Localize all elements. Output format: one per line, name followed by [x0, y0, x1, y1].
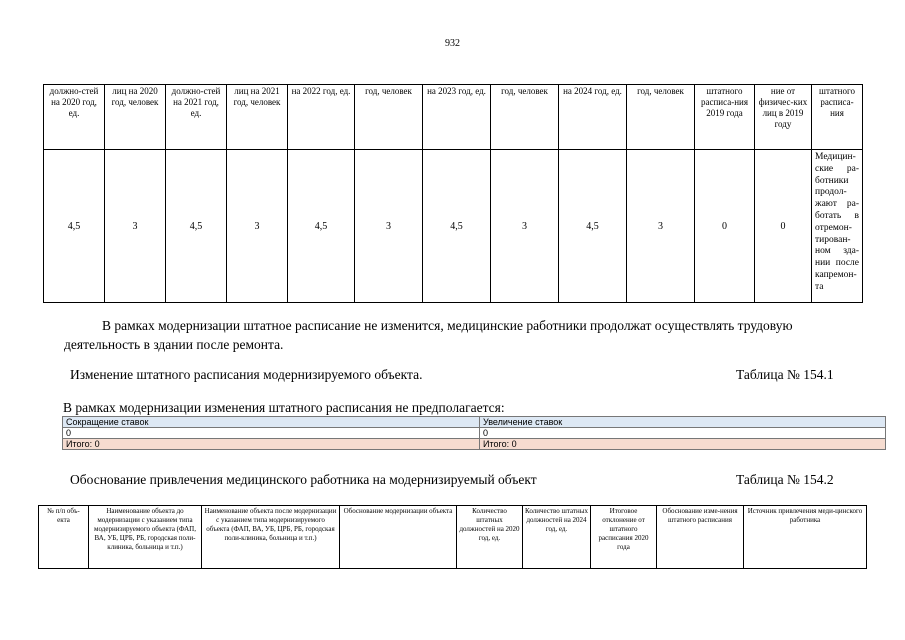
value-cell: 4,5: [423, 150, 491, 303]
header-cell: год, человек: [627, 85, 695, 150]
header-cell: Обоснование модернизации объекта: [340, 506, 457, 569]
table-header-row: [44, 85, 863, 150]
header-cell: лиц на 2021 год, человек: [227, 85, 288, 150]
section-title-recruitment: Обоснование привлечения медицинского работника на модернизируемый объект: [70, 472, 537, 487]
header-cell-increase: Увеличение ставок: [480, 417, 886, 428]
page-number: 932: [445, 38, 460, 49]
header-cell: Обоснование изме-нения штатного расписания: [657, 506, 744, 569]
table-header-row: [63, 417, 886, 428]
body-paragraph: В рамках модернизации штатное расписание не изменится, медицинские работники продолжат осуществлять трудовую деятельность в здании после ремонта.: [64, 318, 793, 352]
value-cell: 4,5: [559, 150, 627, 303]
value-cell: 0: [480, 428, 886, 439]
section-subtitle: В рамках модернизации изменения штатного расписания не предполагается:: [63, 400, 505, 415]
value-cell: 3: [491, 150, 559, 303]
header-cell: ние от физичес-ких лиц в 2019 году: [755, 85, 812, 150]
value-cell: 3: [627, 150, 695, 303]
header-cell: Наименование объекта после модернизации с указанием типа модернизируемого объекта (ФАП, ВА, УБ, ЦРБ, РБ, городская поли-клиника, больница и т.п.): [202, 506, 340, 569]
total-cell: Итого: 0: [63, 439, 480, 450]
header-cell: на 2023 год, ед.: [423, 85, 491, 150]
table-row: [44, 150, 863, 303]
value-cell: 3: [355, 150, 423, 303]
value-cell: 0: [63, 428, 480, 439]
header-cell: на 2022 год, ед.: [288, 85, 355, 150]
header-cell: штатного расписа-ния 2019 года: [695, 85, 755, 150]
value-cell: 0: [755, 150, 812, 303]
header-cell: Источник привлечения меди-цинского работника: [744, 506, 867, 569]
header-cell-reduction: Сокращение ставок: [63, 417, 480, 428]
table-label-154-2: Таблица № 154.2: [736, 472, 834, 487]
total-cell: Итого: 0: [480, 439, 886, 450]
header-cell: год, человек: [355, 85, 423, 150]
header-cell: должно-стей на 2020 год, ед.: [44, 85, 105, 150]
value-cell: 4,5: [288, 150, 355, 303]
table-row: [63, 428, 886, 439]
value-cell: 4,5: [166, 150, 227, 303]
header-cell: Итоговое отклонение от штатного расписания 2020 года: [591, 506, 657, 569]
header-cell: штатного расписа-ния: [812, 85, 863, 150]
staffing-table: [43, 84, 863, 303]
header-cell: на 2024 год, ед.: [559, 85, 627, 150]
header-cell: год, человек: [491, 85, 559, 150]
table-label-154-1: Таблица № 154.1: [736, 367, 834, 382]
value-cell: 4,5: [44, 150, 105, 303]
value-cell: 0: [695, 150, 755, 303]
recruitment-table: [38, 505, 867, 569]
header-cell: Количество штатных должностей на 2020 год, ед.: [457, 506, 523, 569]
header-cell: Наименование объекта до модернизации с указанием типа модернизируемого объекта (ФАП, ВА, УБ, ЦРБ, РБ, городская поли-клиника, больница и т.п.): [89, 506, 202, 569]
header-cell: Количество штатных должностей на 2024 год, ед.: [523, 506, 591, 569]
rate-change-table: [62, 416, 886, 450]
section-title-staffing-change: Изменение штатного расписания модернизируемого объекта.: [70, 367, 423, 382]
header-cell: № п/п объ-екта: [39, 506, 89, 569]
header-cell: должно-стей на 2021 год, ед.: [166, 85, 227, 150]
value-cell: 3: [105, 150, 166, 303]
note-cell: Медицин-ские ра-ботники продол-жают ра-ботать в отремон-тирован-ном зда-нии после капремон-та: [812, 150, 863, 303]
table-header-row: [39, 506, 867, 569]
total-row: [63, 439, 886, 450]
value-cell: 3: [227, 150, 288, 303]
header-cell: лиц на 2020 год, человек: [105, 85, 166, 150]
